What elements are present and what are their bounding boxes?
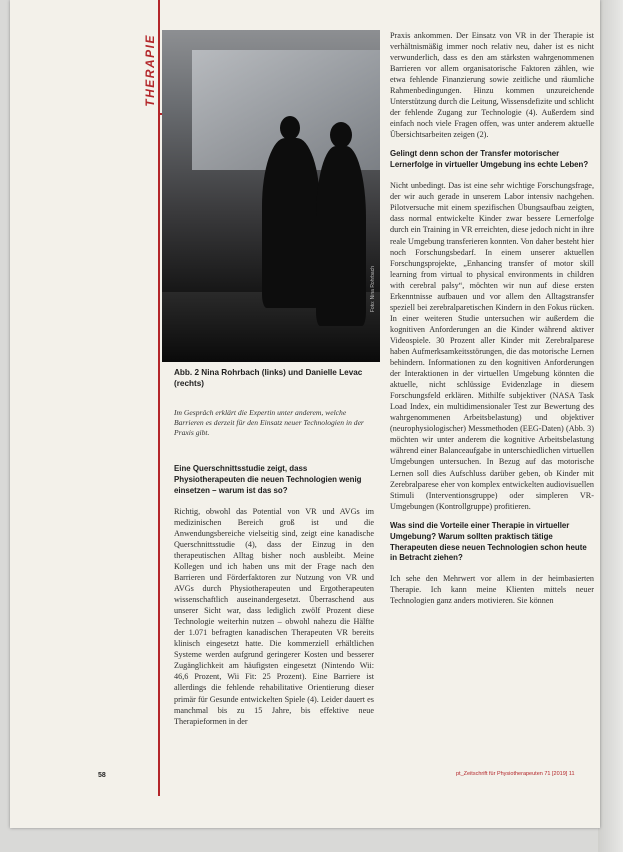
question-heading: Gelingt denn schon der Transfer motorischer Lernerfolge in virtueller Umgebung ins echte Leben? xyxy=(390,149,589,170)
photo-credit: Foto: Nina Rohrbach xyxy=(370,265,376,312)
page-edge xyxy=(598,0,623,852)
question-heading: Eine Querschnittsstudie zeigt, dass Physiotherapeuten die neuen Technologien wenig einsetzen – warum ist das so? xyxy=(174,464,362,495)
body-paragraph: Richtig, obwohl das Potential von VR und AVGs im medizinischen Bereich groß ist und die Anwendungsbereiche vielseitig sind, zeigt eine kanadische Querschnittsstudie (4), dass der Einzug in den therapeutischen Alltag bisher noch ausbleibt. Meine Kollegen und ich haben uns mit der Frage nach den Barrieren und Förderfaktoren zur Nutzung von VR und AVGs durch Physiotherapeuten und Ergotherapeuten wissenschaftlich auseinandergesetzt. Überraschend aus unserer Sicht war, dass lediglich zwölf Prozent diese Technologie weiterhin nutzen – obwohl nahezu die Hälfte der 1.071 befragten kanadischen Therapeuten VR bereits klinisch eingesetzt hatte. Die kommerziell erhältlichen Systeme werden aufgrund geringerer Kosten und besserer Zugänglichkeit am häufigsten eingesetzt (Nintendo Wii: 46,6 Prozent, Wii Fit: 25 Prozent). Eine Barriere ist allerdings die fehlende rehabilitative Orientierung dieser primär für Gesunde entwickelten Spiele (4). Leider dauert es manchmal bis zu 15 Jahre, bis effektive neue Therapieformen in der xyxy=(174,506,374,726)
figure-caption: Abb. 2 Nina Rohrbach (links) und Danielle Levac (rechts) xyxy=(174,368,363,388)
body-paragraph: Praxis ankommen. Der Einsatz von VR in der Therapie ist verhältnismäßig immer noch relativ neu, daher ist es nicht verwunderlich, dass es den am stärksten wahrgenommenen Barrieren vor allem organisatorische Faktoren zählen, wie etwa fehlende Finanzierung sowie zeitliche und räumliche Rahmenbedingungen. Hinzu kommen unzureichende Unterstützung durch die Leitung, Wissensdefizite und schlicht der fehlende Zugang zur Technologie (4). Außerdem sind einfach noch viele Fragen offen, was unter anderem aktuelle Übersichtsarbeiten zeigen (2). xyxy=(390,31,594,140)
section-label: THERAPIE xyxy=(143,34,157,107)
body-paragraph: Ich sehe den Mehrwert vor allem in der heimbasierten Therapie. Ich kann meine Klienten mittels neuer Technologien ganz anders motivieren. Sie können xyxy=(390,574,594,606)
person-left-silhouette xyxy=(262,138,320,308)
question-heading: Was sind die Vorteile einer Therapie in virtueller Umgebung? Warum sollten praktisch tätige Therapeuten diese neuen Technologien schon heute in Betracht ziehen? xyxy=(390,520,587,563)
journal-footer: pt_Zeitschrift für Physiotherapeuten 71 [2019] 11 xyxy=(456,771,575,777)
body-paragraph: Nicht unbedingt. Das ist eine sehr wichtige Forschungsfrage, der wir auch gerade in unserem Labor intensiv nachgehen. Pilotversuche mit einem spezifischen Übungsaufbau zeigten, dass normal entwickelte Kinder zwar bessere Lernerfolge durch ein Training in VR erreichten, diese jedoch nicht in ihre reale Umgebung transferieren konnten. Von daher besteht hier noch Forschungsbedarf. In einem unserer aktuellen Forschungsprojekte, „Enhancing transfer of motor skill learning from virtual to physical environments in children with cerebral palsy“, möchten wir nun auf diese ersten Erkenntnisse aufbauen und vor allem den Alltagstransfer speziell bei zerebralparetischen Kindern in den Fokus rücken. In einer weiteren Studie untersuchen wir außerdem die kognitiven Anforderungen an die Kinder während aktiver Videospiele. 30 Prozent aller Kinder mit Zerebralparese haben Aufmerksamkeitsstörungen, die das motorische Lernen behindern. Informationen zu den kognitiven Anforderungen der Interaktionen in der virtuellen Umgebung könnten die aktuelle, nicht schlüssige Evidenzlage in diesem Forschungsfeld erklären. Mithilfe subjektiver (NASA Task Load Index, ein multidimensionaler Test zur Bewertung des wahrgenommenen Arbeitsbelastung) und objektiver (neurophysiologischer) Messmethoden (EEG-Daten) (Abb. 3) möchten wir unter anderem die kognitive Arbeitsbelastung während einer Balanceaufgabe in unterschiedlichen virtuellen Umgebungen untersuchen. In Bezug auf das motorische Lernen soll dies Aufschluss darüber geben, ob Kinder mit Zerebralparese eher von komplex entwickelten audiovisuellen Stimuli (Interventionsgruppe) oder simpleren VR-Umgebungen (Kontrollgruppe) profitieren. xyxy=(390,181,594,511)
figure-photo xyxy=(162,30,380,362)
page-number: 58 xyxy=(98,772,106,779)
person-right-silhouette xyxy=(316,146,366,326)
left-text-column xyxy=(174,464,374,736)
person-right-head xyxy=(330,122,352,148)
right-text-column xyxy=(390,30,594,615)
person-left-head xyxy=(280,116,300,140)
article-intro: Im Gespräch erklärt die Expertin unter anderem, welche Barrieren es derzeit für den Einsatz neuer Technologien in der Praxis gibt. xyxy=(174,408,364,438)
vertical-red-rule xyxy=(158,0,160,796)
